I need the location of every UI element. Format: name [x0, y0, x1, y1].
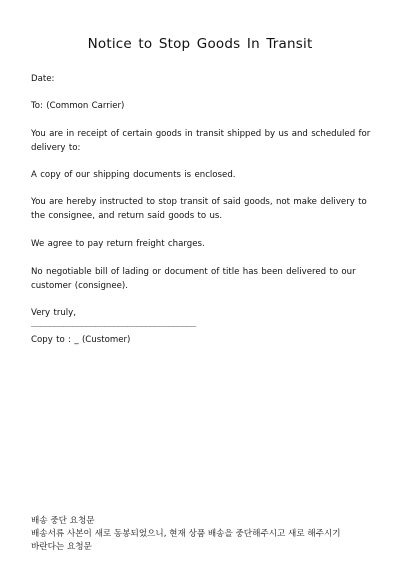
recipient-line: To: (Common Carrier) — [31, 101, 125, 111]
closing-salutation: Very truly, — [31, 308, 77, 318]
footer-summary — [31, 515, 391, 554]
footer-description-line-1: 배송서류 사본이 새로 동봉되었으니, 현재 상품 배송을 중단해주시고 새로 해주시기 — [31, 529, 341, 539]
paragraph-instruction: You are hereby instructed to stop transit of said goods, not make delivery to the consignee, and return said goods to us. — [31, 197, 367, 221]
signature-line: ____________________________________ — [31, 318, 196, 328]
paragraph-receipt: You are in receipt of certain goods in transit shipped by us and scheduled for delivery to: — [31, 129, 371, 153]
footer-description-line-2: 바란다는 요청문 — [31, 542, 92, 552]
copy-to-line: Copy to : _ (Customer) — [31, 335, 131, 345]
paragraph-copy-enclosed: A copy of our shipping documents is enclosed. — [31, 170, 236, 180]
paragraph-freight: We agree to pay return freight charges. — [31, 239, 205, 249]
document-title: Notice to Stop Goods In Transit — [87, 36, 313, 52]
footer-title: 배송 중단 요청문 — [31, 516, 95, 526]
date-label: Date: — [31, 74, 55, 84]
paragraph-bill-of-lading: No negotiable bill of lading or document of title has been delivered to our customer (consignee). — [31, 267, 356, 291]
